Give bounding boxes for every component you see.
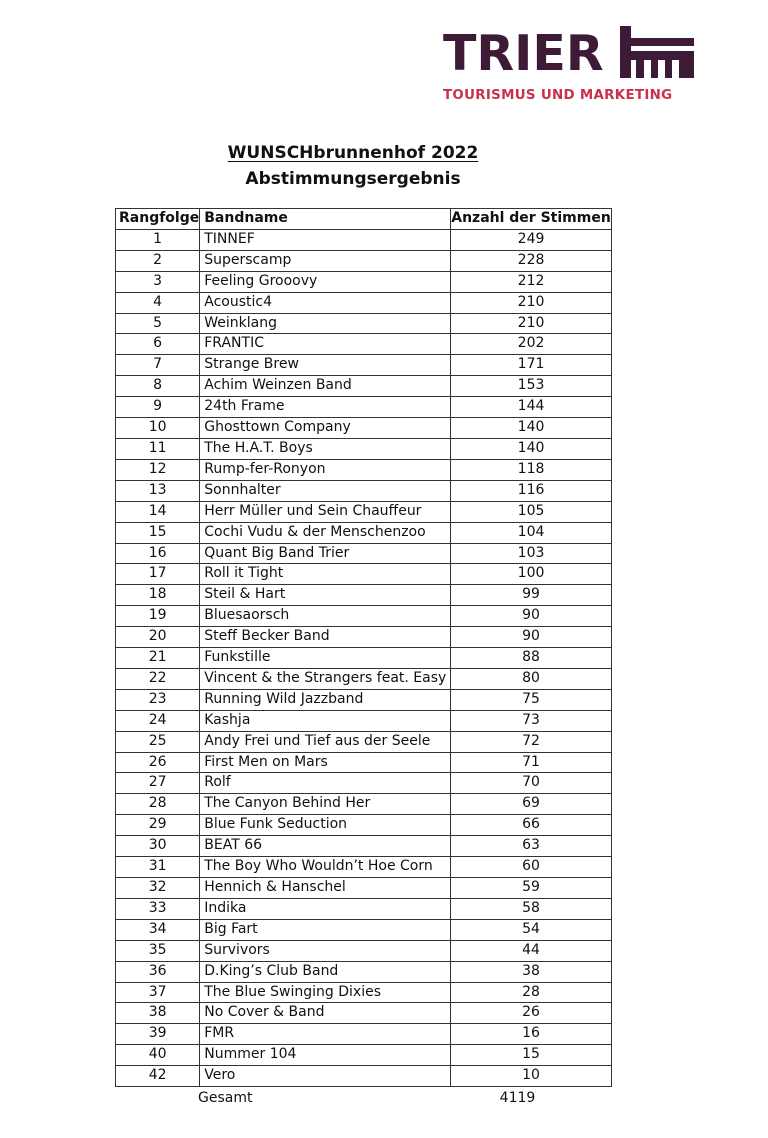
table-row	[116, 459, 612, 480]
rank-cell: 27	[116, 773, 200, 794]
table-row	[116, 836, 612, 857]
bandname-cell: The Blue Swinging Dixies	[200, 982, 451, 1003]
table-row	[116, 982, 612, 1003]
votes-cell: 171	[451, 355, 612, 376]
votes-cell: 60	[451, 857, 612, 878]
table-row	[116, 271, 612, 292]
bandname-cell: Funkstille	[200, 648, 451, 669]
votes-cell: 140	[451, 438, 612, 459]
table-row	[116, 878, 612, 899]
table-row	[116, 940, 612, 961]
table-row	[116, 731, 612, 752]
rank-cell: 31	[116, 857, 200, 878]
results-table	[115, 208, 612, 1087]
rank-cell: 32	[116, 878, 200, 899]
table-row	[116, 689, 612, 710]
bandname-cell: Weinklang	[200, 313, 451, 334]
table-row	[116, 961, 612, 982]
votes-cell: 228	[451, 250, 612, 271]
votes-cell: 210	[451, 292, 612, 313]
total-label: Gesamt	[198, 1090, 253, 1106]
bandname-cell: Sonnhalter	[200, 480, 451, 501]
table-row	[116, 627, 612, 648]
header-rank: Rangfolge	[116, 209, 200, 230]
table-row	[116, 606, 612, 627]
header-votes: Anzahl der Stimmen	[451, 209, 612, 230]
bandname-cell: Steff Becker Band	[200, 627, 451, 648]
votes-cell: 71	[451, 752, 612, 773]
rank-cell: 4	[116, 292, 200, 313]
header-bandname: Bandname	[200, 209, 451, 230]
table-row	[116, 1024, 612, 1045]
table-row	[116, 898, 612, 919]
rank-cell: 15	[116, 522, 200, 543]
votes-cell: 15	[451, 1045, 612, 1066]
bandname-cell: D.King’s Club Band	[200, 961, 451, 982]
votes-cell: 59	[451, 878, 612, 899]
table-row	[116, 501, 612, 522]
votes-cell: 116	[451, 480, 612, 501]
rank-cell: 36	[116, 961, 200, 982]
rank-cell: 9	[116, 397, 200, 418]
bandname-cell: BEAT 66	[200, 836, 451, 857]
bandname-cell: The Boy Who Wouldn’t Hoe Corn	[200, 857, 451, 878]
votes-cell: 212	[451, 271, 612, 292]
rank-cell: 28	[116, 794, 200, 815]
table-body	[116, 229, 612, 1086]
votes-cell: 73	[451, 710, 612, 731]
table-header-row	[116, 209, 612, 230]
table-row	[116, 522, 612, 543]
table-row	[116, 376, 612, 397]
total-value: 4119	[499, 1090, 536, 1106]
bandname-cell: Herr Müller und Sein Chauffeur	[200, 501, 451, 522]
table-row	[116, 543, 612, 564]
votes-cell: 90	[451, 627, 612, 648]
rank-cell: 30	[116, 836, 200, 857]
votes-cell: 54	[451, 919, 612, 940]
bandname-cell: TINNEF	[200, 229, 451, 250]
table-row	[116, 919, 612, 940]
votes-cell: 202	[451, 334, 612, 355]
table-row	[116, 564, 612, 585]
logo-wordmark: TRIER	[443, 25, 604, 82]
rank-cell: 38	[116, 1003, 200, 1024]
bandname-cell: Feeling Grooovy	[200, 271, 451, 292]
votes-cell: 66	[451, 815, 612, 836]
table-row	[116, 857, 612, 878]
rank-cell: 23	[116, 689, 200, 710]
bandname-cell: 24th Frame	[200, 397, 451, 418]
votes-cell: 90	[451, 606, 612, 627]
table-row	[116, 815, 612, 836]
rank-cell: 10	[116, 418, 200, 439]
table-row	[116, 668, 612, 689]
bandname-cell: Steil & Hart	[200, 585, 451, 606]
votes-cell: 75	[451, 689, 612, 710]
votes-cell: 26	[451, 1003, 612, 1024]
bandname-cell: The H.A.T. Boys	[200, 438, 451, 459]
table-row	[116, 418, 612, 439]
table-row	[116, 313, 612, 334]
bandname-cell: The Canyon Behind Her	[200, 794, 451, 815]
bandname-cell: FRANTIC	[200, 334, 451, 355]
rank-cell: 20	[116, 627, 200, 648]
bandname-cell: Acoustic4	[200, 292, 451, 313]
bandname-cell: Vincent & the Strangers feat. Easy	[200, 668, 451, 689]
bandname-cell: Roll it Tight	[200, 564, 451, 585]
table-row	[116, 1003, 612, 1024]
rank-cell: 6	[116, 334, 200, 355]
rank-cell: 40	[116, 1045, 200, 1066]
table-row	[116, 648, 612, 669]
rank-cell: 7	[116, 355, 200, 376]
porta-nigra-gate-icon	[620, 26, 694, 78]
votes-cell: 100	[451, 564, 612, 585]
bandname-cell: Andy Frei und Tief aus der Seele	[200, 731, 451, 752]
rank-cell: 13	[116, 480, 200, 501]
bandname-cell: FMR	[200, 1024, 451, 1045]
table-row	[116, 355, 612, 376]
table-row	[116, 585, 612, 606]
table-row	[116, 794, 612, 815]
votes-cell: 140	[451, 418, 612, 439]
bandname-cell: Quant Big Band Trier	[200, 543, 451, 564]
rank-cell: 19	[116, 606, 200, 627]
votes-cell: 99	[451, 585, 612, 606]
rank-cell: 21	[116, 648, 200, 669]
table-row	[116, 480, 612, 501]
bandname-cell: Cochi Vudu & der Menschenzoo	[200, 522, 451, 543]
rank-cell: 24	[116, 710, 200, 731]
table-row	[116, 710, 612, 731]
table-row	[116, 229, 612, 250]
rank-cell: 33	[116, 898, 200, 919]
rank-cell: 22	[116, 668, 200, 689]
trier-logo	[443, 24, 695, 108]
rank-cell: 25	[116, 731, 200, 752]
votes-cell: 88	[451, 648, 612, 669]
table-row	[116, 1066, 612, 1087]
bandname-cell: Indika	[200, 898, 451, 919]
rank-cell: 16	[116, 543, 200, 564]
votes-cell: 69	[451, 794, 612, 815]
document-subtitle: Abstimmungsergebnis	[245, 169, 461, 189]
document-title: WUNSCHbrunnenhof 2022	[227, 143, 479, 163]
rank-cell: 26	[116, 752, 200, 773]
table-row	[116, 438, 612, 459]
bandname-cell: Hennich & Hanschel	[200, 878, 451, 899]
rank-cell: 8	[116, 376, 200, 397]
table-row	[116, 250, 612, 271]
bandname-cell: Rolf	[200, 773, 451, 794]
votes-cell: 38	[451, 961, 612, 982]
votes-cell: 118	[451, 459, 612, 480]
table-row	[116, 1045, 612, 1066]
votes-cell: 70	[451, 773, 612, 794]
rank-cell: 3	[116, 271, 200, 292]
table-row	[116, 752, 612, 773]
votes-cell: 10	[451, 1066, 612, 1087]
rank-cell: 17	[116, 564, 200, 585]
votes-cell: 105	[451, 501, 612, 522]
bandname-cell: Blue Funk Seduction	[200, 815, 451, 836]
logo-tagline: TOURISMUS UND MARKETING	[443, 88, 673, 103]
votes-cell: 249	[451, 229, 612, 250]
bandname-cell: Vero	[200, 1066, 451, 1087]
bandname-cell: Strange Brew	[200, 355, 451, 376]
table-row	[116, 397, 612, 418]
votes-cell: 103	[451, 543, 612, 564]
table-row	[116, 334, 612, 355]
votes-cell: 44	[451, 940, 612, 961]
bandname-cell: Ghosttown Company	[200, 418, 451, 439]
bandname-cell: Survivors	[200, 940, 451, 961]
bandname-cell: Running Wild Jazzband	[200, 689, 451, 710]
bandname-cell: First Men on Mars	[200, 752, 451, 773]
rank-cell: 18	[116, 585, 200, 606]
bandname-cell: Nummer 104	[200, 1045, 451, 1066]
rank-cell: 11	[116, 438, 200, 459]
rank-cell: 1	[116, 229, 200, 250]
rank-cell: 2	[116, 250, 200, 271]
rank-cell: 12	[116, 459, 200, 480]
votes-cell: 58	[451, 898, 612, 919]
rank-cell: 5	[116, 313, 200, 334]
votes-cell: 16	[451, 1024, 612, 1045]
bandname-cell: Bluesaorsch	[200, 606, 451, 627]
bandname-cell: No Cover & Band	[200, 1003, 451, 1024]
votes-cell: 28	[451, 982, 612, 1003]
bandname-cell: Achim Weinzen Band	[200, 376, 451, 397]
table-row	[116, 292, 612, 313]
votes-cell: 80	[451, 668, 612, 689]
bandname-cell: Big Fart	[200, 919, 451, 940]
rank-cell: 37	[116, 982, 200, 1003]
bandname-cell: Rump-fer-Ronyon	[200, 459, 451, 480]
votes-cell: 210	[451, 313, 612, 334]
rank-cell: 29	[116, 815, 200, 836]
table-row	[116, 773, 612, 794]
rank-cell: 14	[116, 501, 200, 522]
rank-cell: 42	[116, 1066, 200, 1087]
rank-cell: 34	[116, 919, 200, 940]
votes-cell: 144	[451, 397, 612, 418]
votes-cell: 104	[451, 522, 612, 543]
rank-cell: 35	[116, 940, 200, 961]
votes-cell: 63	[451, 836, 612, 857]
votes-cell: 153	[451, 376, 612, 397]
bandname-cell: Kashja	[200, 710, 451, 731]
votes-cell: 72	[451, 731, 612, 752]
rank-cell: 39	[116, 1024, 200, 1045]
bandname-cell: Superscamp	[200, 250, 451, 271]
